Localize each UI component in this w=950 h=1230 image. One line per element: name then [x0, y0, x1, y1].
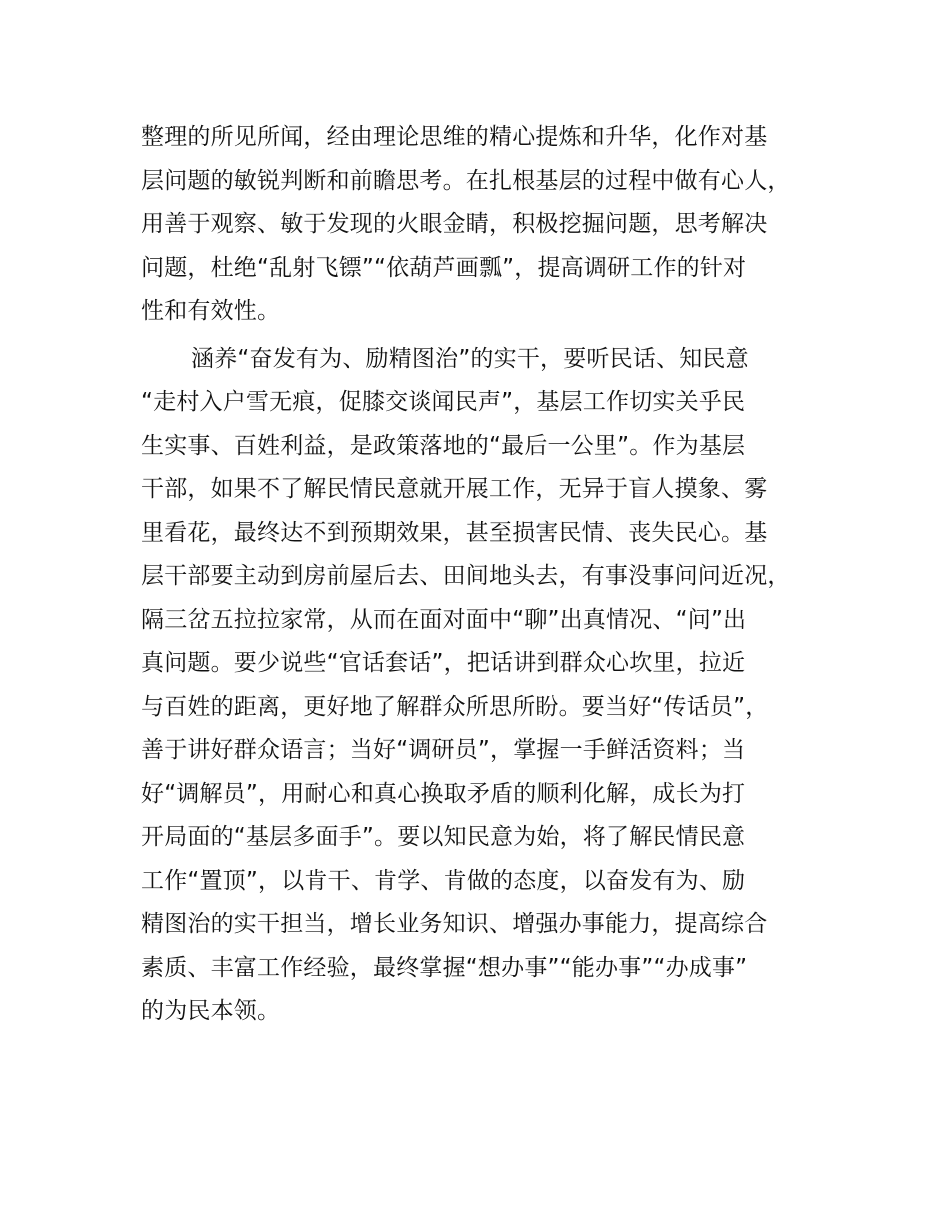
text-line: 用善于观察、敏于发现的火眼金睛，积极挖掘问题，思考解决 [141, 211, 768, 237]
text-line: 性和有效性。 [141, 298, 281, 324]
text-line: 涵养“奋发有为、励精图治”的实干，要听民话、知民意 [191, 345, 749, 372]
text-line: 整理的所见所闻，经由理论思维的精心提炼和升华，化作对基 [141, 124, 768, 150]
text-line: “走村入户雪无痕，促膝交谈闻民声”，基层工作切实关乎民 [141, 389, 746, 415]
text-line: 问题，杜绝“乱射飞镖”“依葫芦画瓢”，提高调研工作的针对 [141, 254, 747, 281]
text-line: 素质、丰富工作经验，最终掌握“想办事”“能办事”“办成事” [141, 954, 748, 981]
text-line: 与百姓的距离，更好地了解群众所思所盼。要当好“传话员”， [141, 693, 769, 720]
text-line: 干部，如果不了解民情民意就开展工作，无异于盲人摸象、雾 [141, 476, 768, 502]
text-line: 精图治的实干担当，增长业务知识、增强办事能力，提高综合 [141, 911, 768, 937]
text-line: 层问题的敏锐判断和前瞻思考。在扎根基层的过程中做有心人， [141, 167, 791, 194]
document-body [141, 116, 841, 1034]
text-line: 的为民本领。 [141, 998, 281, 1024]
text-line: 层干部要主动到房前屋后去、田间地头去，有事没事问问近况， [141, 563, 791, 589]
text-line: 隔三岔五拉拉家常，从而在面对面中“聊”出真情况、“问”出 [141, 606, 747, 633]
paragraph-1 [141, 116, 841, 334]
text-line: 工作“置顶”，以肯干、肯学、肯做的态度，以奋发有为、励 [141, 867, 746, 894]
text-line: 里看花，最终达不到预期效果，甚至损害民情、丧失民心。基 [141, 519, 768, 546]
text-line: 开局面的“基层多面手”。要以知民意为始，将了解民情民意 [141, 824, 746, 850]
text-line: 生实事、百姓利益，是政策落地的“最后一公里”。作为基层 [141, 432, 746, 459]
text-line: 真问题。要少说些“官话套话”，把话讲到群众心坎里，拉近 [141, 650, 746, 676]
text-line: 好“调解员”，用耐心和真心换取矛盾的顺利化解，成长为打 [141, 780, 746, 807]
paragraph-2 [141, 338, 841, 1034]
text-line: 善于讲好群众语言；当好“调研员”，掌握一手鲜活资料；当 [141, 737, 746, 763]
